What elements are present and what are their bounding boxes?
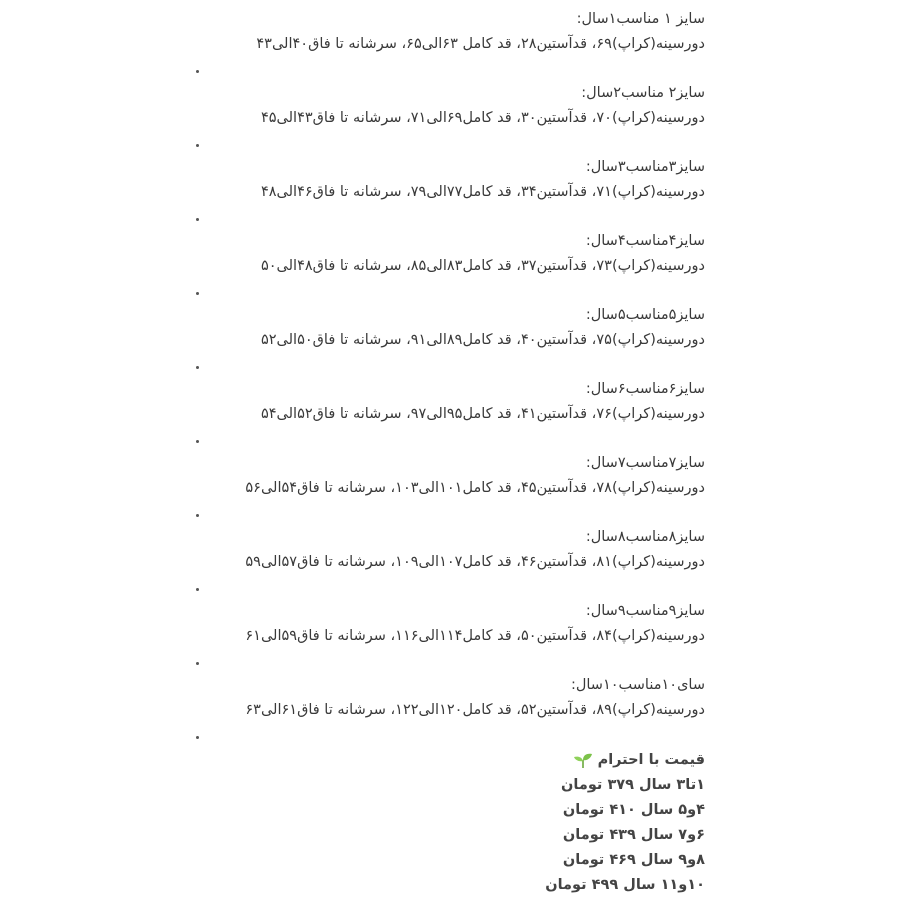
size-title: سایز۲ مناسب۲سال: (581, 85, 705, 101)
size-block (185, 7, 705, 57)
size-measurements: دورسینه(کراپ)۷۳، قدآستین۳۷، قد کامل۸۳الی۸۵، سرشانه تا فاق۴۸الی۵۰ (260, 258, 705, 274)
price-line: ۴و۵ سال ۴۱۰ تومان (562, 802, 705, 818)
size-measurements: دورسینه(کراپ)۷۱، قدآستین۳۴، قد کامل۷۷الی۷۹، سرشانه تا فاق۴۶الی۴۸ (260, 184, 705, 200)
size-block (185, 303, 705, 353)
size-title: سایز۴مناسب۴سال: (585, 233, 705, 249)
sprout-icon (573, 752, 593, 768)
size-measurements: دورسینه(کراپ)۸۹، قدآستین۵۲، قد کامل۱۲۰الی۱۲۲، سرشانه تا فاق۶۱الی۶۳ (245, 702, 705, 718)
size-measurements: دورسینه(کراپ)۷۰، قدآستین۳۰، قد کامل۶۹الی۷۱، سرشانه تا فاق۴۳الی۴۵ (260, 110, 705, 126)
separator-dot (196, 736, 199, 739)
size-measurements: دورسینه(کراپ)۷۶، قدآستین۴۱، قد کامل۹۵الی۹۷، سرشانه تا فاق۵۲الی۵۴ (260, 406, 705, 422)
size-measurements: دورسینه(کراپ)۷۵، قدآستین۴۰، قد کامل۸۹الی۹۱، سرشانه تا فاق۵۰الی۵۲ (260, 332, 705, 348)
size-title: سای۱۰مناسب۱۰سال: (570, 677, 705, 693)
separator-dot (196, 440, 199, 443)
size-title: سایز۶مناسب۶سال: (585, 381, 705, 397)
price-line: ۱تا۳ سال ۳۷۹ تومان (561, 777, 705, 793)
separator-dot (196, 588, 199, 591)
size-block (185, 377, 705, 427)
price-line: ۱۰و۱۱ سال ۴۹۹ تومان (545, 877, 705, 893)
size-block (185, 229, 705, 279)
price-line: ۶و۷ سال ۴۳۹ تومان (562, 827, 705, 843)
size-measurements: دورسینه(کراپ)۷۸، قدآستین۴۵، قد کامل۱۰۱الی۱۰۳، سرشانه تا فاق۵۴الی۵۶ (245, 480, 705, 496)
size-block (185, 81, 705, 131)
separator-dot (196, 514, 199, 517)
separator-dot (196, 144, 199, 147)
size-measurements: دورسینه(کراپ)۸۱، قدآستین۴۶، قد کامل۱۰۷الی۱۰۹، سرشانه تا فاق۵۷الی۵۹ (245, 554, 705, 570)
separator-dot (196, 662, 199, 665)
size-title: سایز۷مناسب۷سال: (585, 455, 705, 471)
price-title: قیمت با احترام (597, 752, 705, 768)
size-title: سایز۸مناسب۸سال: (585, 529, 705, 545)
separator-dot (196, 70, 199, 73)
price-line: ۸و۹ سال ۴۶۹ تومان (562, 852, 705, 868)
price-title-line (545, 748, 705, 773)
size-block (185, 525, 705, 575)
size-measurements: دورسینه(کراپ)۶۹، قدآستین۲۸، قد کامل ۶۳الی۶۵، سرشانه تا فاق۴۰الی۴۳ (256, 36, 705, 52)
size-measurements: دورسینه(کراپ)۸۴، قدآستین۵۰، قد کامل۱۱۴الی۱۱۶، سرشانه تا فاق۵۹الی۶۱ (245, 628, 705, 644)
size-title: سایز ۱ مناسب۱سال: (576, 11, 705, 27)
separator-dot (196, 218, 199, 221)
size-title: سایز۹مناسب۹سال: (585, 603, 705, 619)
size-block (185, 599, 705, 649)
size-block (185, 155, 705, 205)
separator-dot (196, 366, 199, 369)
size-block (185, 451, 705, 501)
separator-dot (196, 292, 199, 295)
size-title: سایز۳مناسب۳سال: (585, 159, 705, 175)
price-section (545, 748, 705, 898)
size-title: سایز۵مناسب۵سال: (585, 307, 705, 323)
size-block (185, 673, 705, 723)
